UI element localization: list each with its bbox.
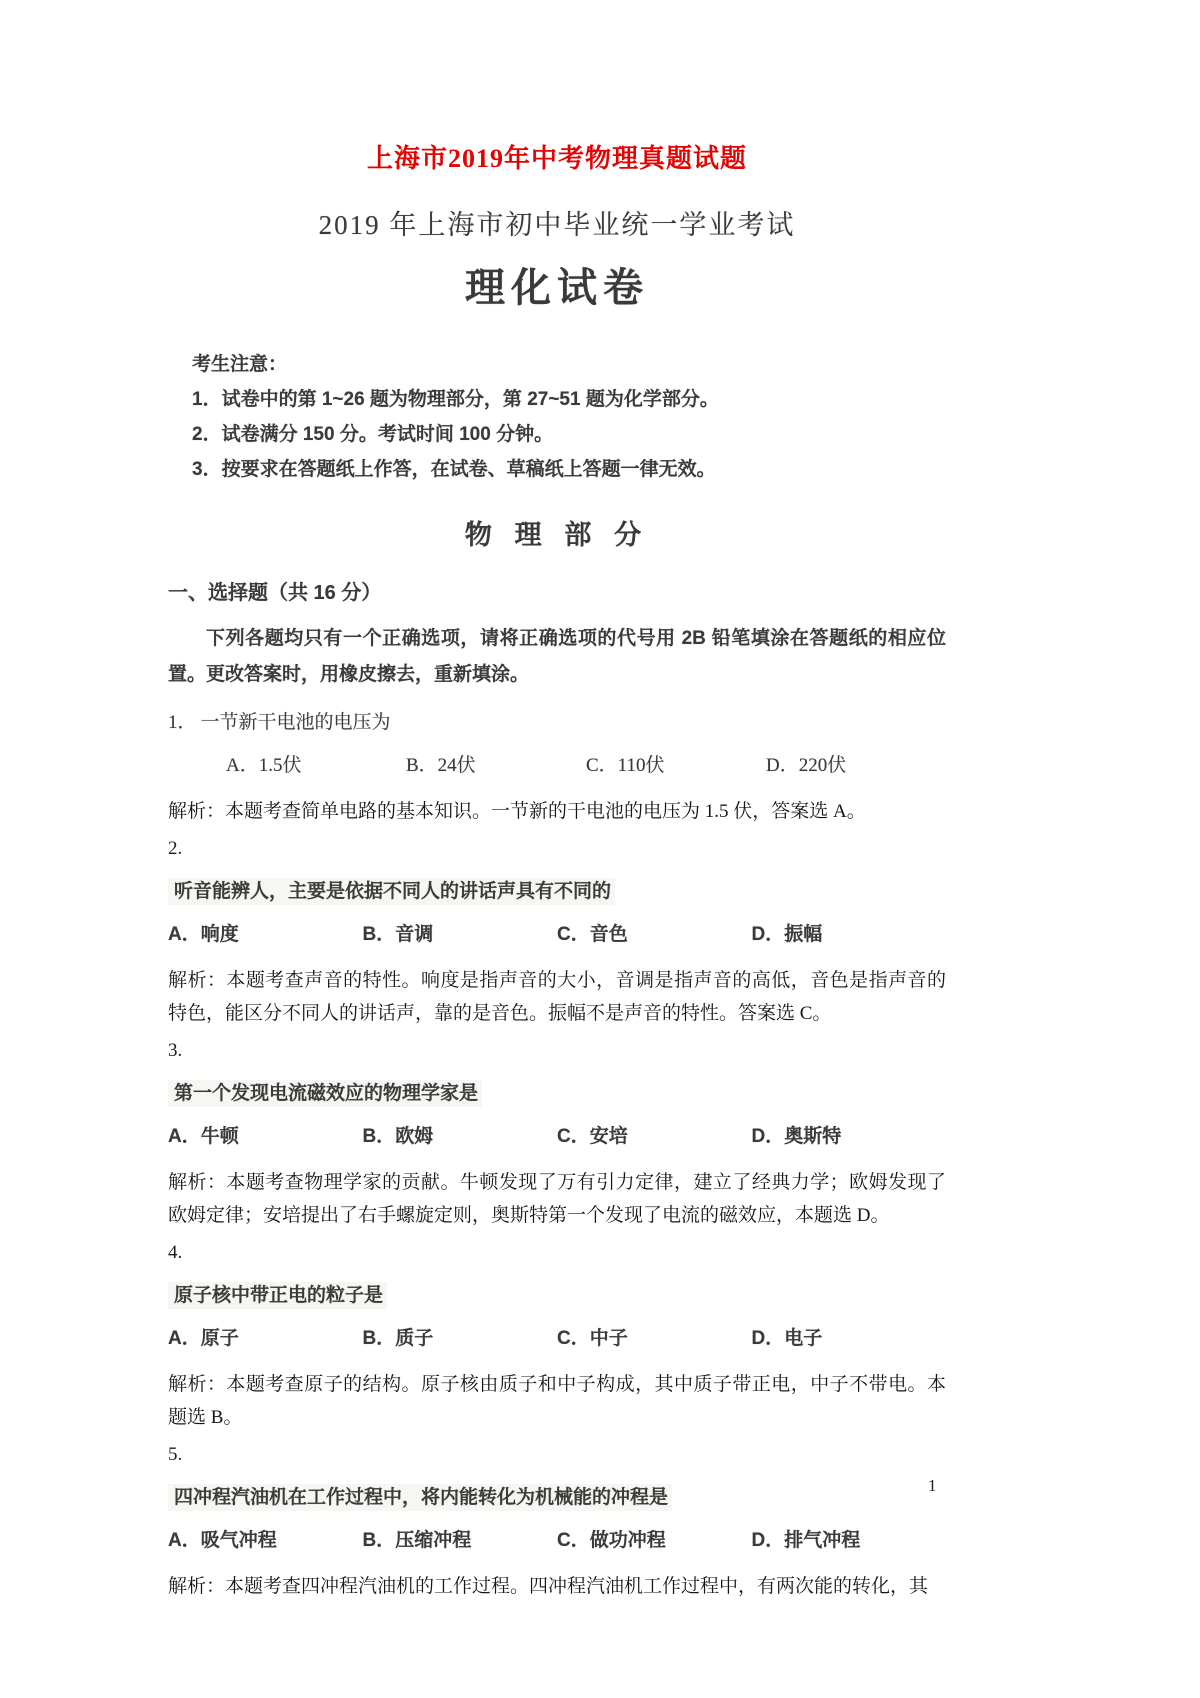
question-1-stem-text: 一节新干电池的电压为 xyxy=(200,712,391,733)
option-b: B．欧姆 xyxy=(362,1126,434,1147)
option-d: D．排气冲程 xyxy=(751,1530,861,1551)
question-3-number: 3. xyxy=(168,1040,183,1061)
notice-item-1: 1．试卷中的第 1~26 题为物理部分，第 27~51 题为化学部分。 xyxy=(192,389,719,410)
option-b: B．24伏 xyxy=(406,755,476,776)
question-4-number: 4. xyxy=(168,1242,183,1263)
exam-paper-title: 理化试卷 xyxy=(465,265,649,310)
question-5-analysis: 解析：本题考查四冲程汽油机的工作过程。四冲程汽油机工作过程中，有两次能的转化，其 xyxy=(168,1576,929,1597)
question-5-stem-text: 四冲程汽油机在工作过程中，将内能转化为机械能的冲程是 xyxy=(168,1484,672,1511)
option-d: D．电子 xyxy=(751,1328,823,1349)
option-a: A．原子 xyxy=(168,1328,239,1349)
notice-item-3: 3．按要求在答题纸上作答，在试卷、草稿纸上答题一律无效。 xyxy=(192,459,716,480)
question-5-stem xyxy=(168,1482,946,1509)
choice-instructions: 下列各题均只有一个正确选项，请将正确选项的代号用 2B 铅笔填涂在答题纸的相应位置。更改答案时，用橡皮擦去，重新填涂。 xyxy=(168,628,946,685)
question-2-stem-text: 听音能辨人，主要是依据不同人的讲话声具有不同的 xyxy=(168,878,615,905)
question-4 xyxy=(168,1242,946,1434)
question-2-analysis: 解析：本题考查声音的特性。响度是指声音的大小，音调是指声音的高低，音色是指声音的特色，能区分不同人的讲话声，靠的是音色。振幅不是声音的特性。答案选 C。 xyxy=(168,970,946,1024)
option-a: A．响度 xyxy=(168,924,239,945)
question-4-stem-text: 原子核中带正电的粒子是 xyxy=(168,1282,387,1309)
question-1-analysis: 解析：本题考查简单电路的基本知识。一节新的干电池的电压为 1.5 伏，答案选 A。 xyxy=(168,801,866,822)
question-1-number: 1． xyxy=(168,712,197,733)
question-2-options xyxy=(168,919,946,946)
option-c: C．110伏 xyxy=(586,755,665,776)
option-d: D．振幅 xyxy=(751,924,823,945)
question-3-analysis: 解析：本题考查物理学家的贡献。牛顿发现了万有引力定律，建立了经典力学；欧姆发现了欧姆定律；安培提出了右手螺旋定则，奥斯特第一个发现了电流的磁效应，本题选 D。 xyxy=(168,1172,946,1226)
question-4-options xyxy=(168,1323,946,1350)
option-c: C．音色 xyxy=(557,924,628,945)
scanned-exam-header xyxy=(168,203,946,313)
notice-item-2: 2．试卷满分 150 分。考试时间 100 分钟。 xyxy=(192,424,554,445)
question-5-options xyxy=(168,1525,946,1552)
question-3-options xyxy=(168,1121,946,1148)
section-title-physics: 物 理 部 分 xyxy=(464,520,650,550)
option-d: D．220伏 xyxy=(766,755,847,776)
option-a: A．牛顿 xyxy=(168,1126,239,1147)
question-4-stem xyxy=(168,1280,946,1307)
option-b: B．音调 xyxy=(362,924,434,945)
page-number: 1 xyxy=(928,1476,937,1495)
option-c: C．中子 xyxy=(557,1328,628,1349)
option-a: A．吸气冲程 xyxy=(168,1530,277,1551)
question-4-analysis: 解析：本题考查原子的结构。原子核由质子和中子构成，其中质子带正电，中子不带电。本题选 B。 xyxy=(168,1374,946,1428)
question-2-number: 2. xyxy=(168,838,183,859)
option-c: C．做功冲程 xyxy=(557,1530,666,1551)
option-b: B．质子 xyxy=(362,1328,434,1349)
question-3-stem xyxy=(168,1078,946,1105)
notice-heading: 考生注意： xyxy=(192,354,288,375)
question-1 xyxy=(168,707,946,828)
question-1-options xyxy=(168,750,946,777)
candidate-notices xyxy=(192,347,946,487)
option-d: D．奥斯特 xyxy=(751,1126,842,1147)
question-2 xyxy=(168,838,946,1030)
question-1-stem xyxy=(168,707,946,734)
subsection-title-choice: 一、选择题（共 16 分） xyxy=(168,582,382,604)
document-title: 上海市2019年中考物理真题试题 xyxy=(366,144,747,173)
option-b: B．压缩冲程 xyxy=(362,1530,472,1551)
question-3-stem-text: 第一个发现电流磁效应的物理学家是 xyxy=(168,1080,482,1107)
document-content xyxy=(168,138,946,1613)
question-2-stem xyxy=(168,876,946,903)
question-5-number: 5. xyxy=(168,1444,183,1465)
question-3 xyxy=(168,1040,946,1232)
exam-header-line: 2019 年上海市初中毕业统一学业考试 xyxy=(318,210,796,240)
question-5 xyxy=(168,1444,946,1603)
option-c: C．安培 xyxy=(557,1126,628,1147)
option-a: A．1.5伏 xyxy=(226,755,302,776)
